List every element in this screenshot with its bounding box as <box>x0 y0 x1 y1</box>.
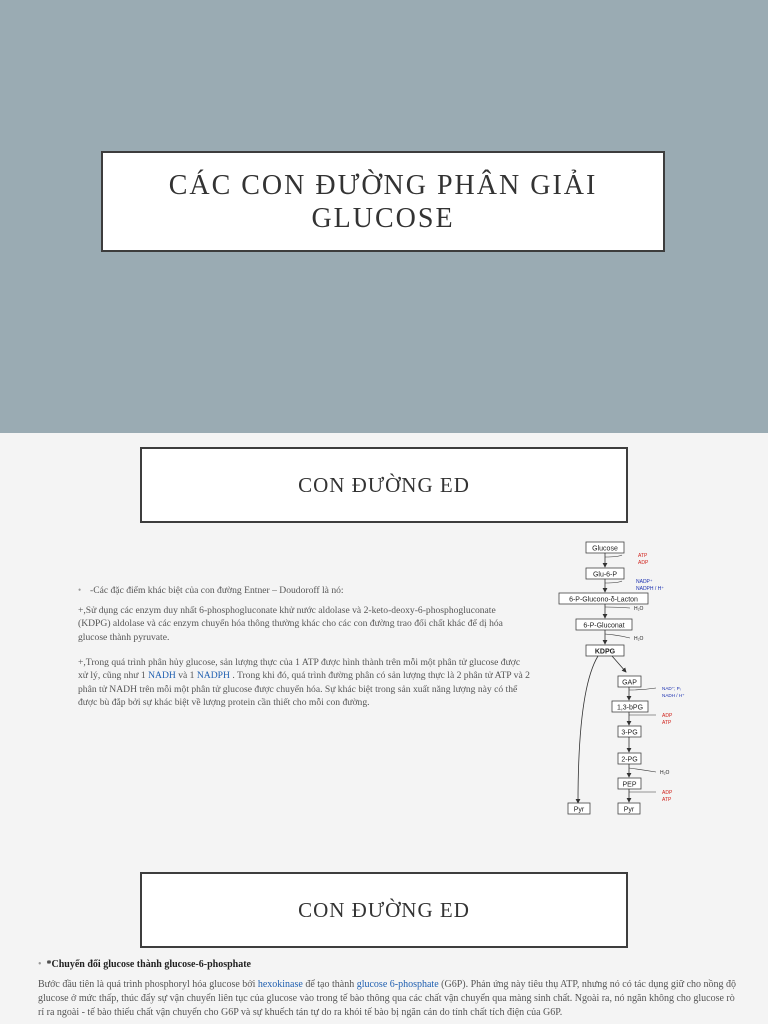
label-h2o-1: H₂O <box>634 606 644 612</box>
node-glucose-label: Glucose <box>592 545 618 553</box>
label-atp-3: ATP <box>662 797 672 803</box>
paragraph-1-text: +,Sử dụng các enzym duy nhất 6-phosphogluconate khử nước aldolase và 2-keto-deoxy-6-phosphogluconate (KDPG) aldolase và các enzym chuyển hóa thông thường khác cho các con đường trao đổi chất khác để dị hóa glucose thành pyruvate. <box>78 605 503 643</box>
slide3-subheading-row <box>38 958 738 972</box>
title-line-1: CÁC CON ĐƯỜNG PHÂN GIẢI <box>168 169 598 201</box>
bullet-marker: • <box>78 585 82 595</box>
label-adp-1: ADP <box>638 560 649 566</box>
node-2pg-label: 2-PG <box>621 756 638 764</box>
label-nadp: NADP⁺ <box>636 579 653 585</box>
nadh-link[interactable]: NADH <box>148 670 176 682</box>
section-heading-box <box>140 447 628 523</box>
node-13bpg-label: 1,3-bPG <box>616 704 644 712</box>
p2-part-a: +,Trong quá trình phân hủy glucose, sản lượng thực của 1 ATP được hình thành trên mỗi một phân tử glucose được xử lý, cũng như 1 <box>78 657 521 682</box>
p2-part-c: . Trong khi đó, quá trình đường phân có sản lượng thực là 2 phân tử ATP và 2 phân tử NADH trên mỗi một phân tử glucose được chuyển hóa. Sự khác biệt trong sản xuất năng lượng này có thể được bù đắp bởi sự khác biệt về lượng protein cần thiết cho mỗi con đường. <box>78 670 530 708</box>
label-nadh: NADH / H⁺ <box>662 693 685 698</box>
title-line-2: GLUCOSE <box>311 202 455 234</box>
slide3-subheading: *Chuyển đổi glucose thành glucose-6-phosphate <box>46 959 251 970</box>
node-pyr-2-label: Pyr <box>623 806 635 814</box>
s3-part-a: Bước đầu tiên là quá trình phosphoryl hóa glucose bởi <box>38 979 258 990</box>
paragraph-2 <box>78 656 530 709</box>
label-nadph: NADPH / H⁺ <box>636 586 664 592</box>
hexokinase-link[interactable]: hexokinase <box>257 979 303 990</box>
nadph-link[interactable]: NADPH <box>196 670 230 682</box>
paragraph-2-text <box>78 656 530 709</box>
slide3-paragraph <box>38 978 738 1020</box>
s3-part-b: để tạo thành <box>302 979 357 990</box>
node-gluconat-label: 6-P-Gluconat <box>583 622 625 630</box>
label-atp-2: ATP <box>662 720 672 726</box>
label-nad: NAD⁺; Pᵢ <box>662 686 681 691</box>
paragraph-1 <box>78 604 530 644</box>
node-kdpg-label: KDPG <box>594 648 616 656</box>
node-pyr-1-label: Pyr <box>573 806 585 814</box>
title-box <box>101 151 665 252</box>
section-heading-2: CON ĐƯỜNG ED <box>298 897 470 922</box>
ed-pathway-diagram <box>548 539 708 819</box>
title-slide <box>0 0 768 433</box>
node-lacton-label: 6-P-Glucono-δ-Lacton <box>569 596 638 604</box>
node-glu6p-label: Glu-6-P <box>592 571 618 579</box>
p2-part-b: và 1 <box>175 670 197 682</box>
label-atp-1: ATP <box>638 553 648 559</box>
g6p-link[interactable]: glucose 6-phosphate <box>356 979 439 990</box>
s3-part-c: (G6P). Phản ứng này tiêu thụ ATP, nhưng nó có tác dụng giữ cho nồng độ glucose ở mức thấp, thúc đẩy sự vận chuyển liên tục của glucose vào trong tế bào thông qua các chất vận chuyển qua màng sinh chất. Ngoài ra, nó ngăn không cho glucose rò rỉ ra ngoài - tế bào thiếu chất vận chuyển cho G6P và sự khuếch tán tự do ra khỏi tế bào bị ngăn cản do tính chất tích điện của G6P. <box>38 979 737 1018</box>
node-gap-label: GAP <box>622 679 637 687</box>
label-h2o-2: H₂O <box>634 636 644 642</box>
section-heading-box-2 <box>140 872 628 948</box>
bullet-marker-2: • <box>38 959 47 970</box>
label-adp-3: ADP <box>662 790 673 796</box>
label-h2o-3: H₂O <box>660 770 670 776</box>
label-adp-2: ADP <box>662 713 673 719</box>
node-pep-label: PEP <box>622 781 637 789</box>
slide3-content <box>38 958 738 1020</box>
slide-title <box>169 169 598 235</box>
intro-text: -Các đặc điểm khác biệt của con đường Entner – Doudoroff là nó: <box>90 585 344 596</box>
node-3pg-label: 3-PG <box>621 729 638 737</box>
section-heading: CON ĐƯỜNG ED <box>298 472 470 497</box>
